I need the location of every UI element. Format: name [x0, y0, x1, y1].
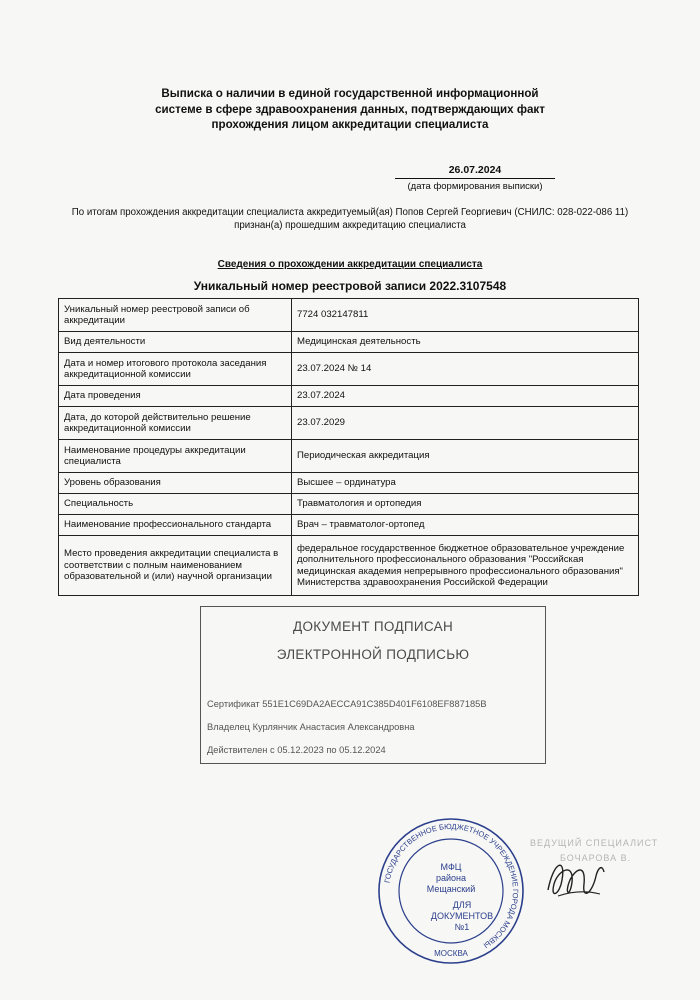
table-row [59, 494, 639, 515]
table-row [59, 515, 639, 536]
row-label: Уровень образования [59, 473, 292, 494]
table-row [59, 407, 639, 440]
row-label: Наименование процедуры аккредитации специалиста [59, 440, 292, 473]
seal-center-text: Мещанский [426, 884, 476, 894]
electronic-signature-stamp [200, 606, 546, 764]
table-row [59, 536, 639, 596]
seal-center-text: ДОКУМЕНТОВ [430, 911, 494, 921]
stamp-heading: ЭЛЕКТРОННОЙ ПОДПИСЬЮ [276, 647, 470, 662]
intro-line: признан(а) прошедшим аккредитацию специалиста [234, 220, 466, 231]
stamp-owner: Владелец Курлянчик Анастасия Александровна [207, 722, 415, 732]
row-value: 23.07.2024 № 14 [292, 353, 639, 386]
document-title [130, 86, 570, 133]
seal-city-text: МОСКВА [434, 949, 468, 958]
registry-number: Уникальный номер реестровой записи 2022.3107548 [193, 279, 507, 293]
accreditation-table [58, 298, 639, 596]
row-label: Специальность [59, 494, 292, 515]
table-row [59, 440, 639, 473]
section-title: Сведения о прохождении аккредитации специалиста [217, 259, 483, 270]
table-row [59, 332, 639, 353]
row-value: Периодическая аккредитация [292, 440, 639, 473]
intro-line: По итогам прохождения аккредитации специалиста аккредитуемый(ая) Попов Сергей Георгиевич (СНИЛС: 028-022-086 11) [71, 207, 629, 218]
table-row [59, 353, 639, 386]
table-row [59, 299, 639, 332]
intro-text [62, 206, 638, 232]
date-block [395, 164, 555, 192]
title-line: прохождения лицом аккредитации специалиста [211, 118, 489, 131]
seal-center-text: района [435, 873, 467, 883]
title-line: системе в сфере здравоохранения данных, подтверждающих факт [155, 102, 545, 116]
row-value: 23.07.2024 [292, 386, 639, 407]
seal-center-text: №1 [454, 922, 470, 932]
seal-center-text: МФЦ [440, 862, 462, 872]
formation-date: 26.07.2024 [395, 164, 555, 179]
table-row [59, 386, 639, 407]
official-seal-icon [376, 798, 526, 978]
specialist-stamp-text: БОЧАРОВА В. [560, 853, 632, 863]
formation-date-caption: (дата формирования выписки) [407, 181, 543, 192]
row-label: Дата проведения [59, 386, 292, 407]
seal-center-text: ДЛЯ [452, 900, 472, 910]
specialist-stamp-text: ВЕДУЩИЙ СПЕЦИАЛИСТ [530, 838, 659, 848]
stamp-certificate: Сертификат 551E1C69DA2AECCA91C385D401F6108EF887185B [207, 699, 487, 709]
row-value: Травматология и ортопедия [292, 494, 639, 515]
seal-ring-text: ГОСУДАРСТВЕННОЕ БЮДЖЕТНОЕ УЧРЕЖДЕНИЕ ГОРОДА МОСКВЫ [382, 821, 521, 951]
stamp-heading: ДОКУМЕНТ ПОДПИСАН [293, 619, 453, 634]
title-line: Выписка о наличии в единой государственной информационной [161, 87, 539, 100]
row-label: Наименование профессионального стандарта [59, 515, 292, 536]
row-value: Врач – травматолог-ортопед [292, 515, 639, 536]
row-value: 7724 032147811 [292, 299, 639, 332]
row-value: 23.07.2029 [292, 407, 639, 440]
row-value: федеральное государственное бюджетное образовательное учреждение дополнительного профессионального образования "Российская медицинская академия непрерывного профессионального образования" Министерства здравоохранения Российской Федерации [292, 536, 639, 596]
row-value: Высшее – ординатура [292, 473, 639, 494]
handwritten-signature-icon [540, 850, 610, 910]
row-label: Дата, до которой действительно решение аккредитационной комиссии [59, 407, 292, 440]
table-row [59, 473, 639, 494]
row-label: Уникальный номер реестровой записи об аккредитации [59, 299, 292, 332]
stamp-validity: Действителен с 05.12.2023 по 05.12.2024 [207, 745, 386, 755]
row-label: Вид деятельности [59, 332, 292, 353]
row-label: Место проведения аккредитации специалиста в соответствии с полным наименованием образовательной и (или) научной организации [59, 536, 292, 596]
row-value: Медицинская деятельность [292, 332, 639, 353]
row-label: Дата и номер итогового протокола заседания аккредитационной комиссии [59, 353, 292, 386]
